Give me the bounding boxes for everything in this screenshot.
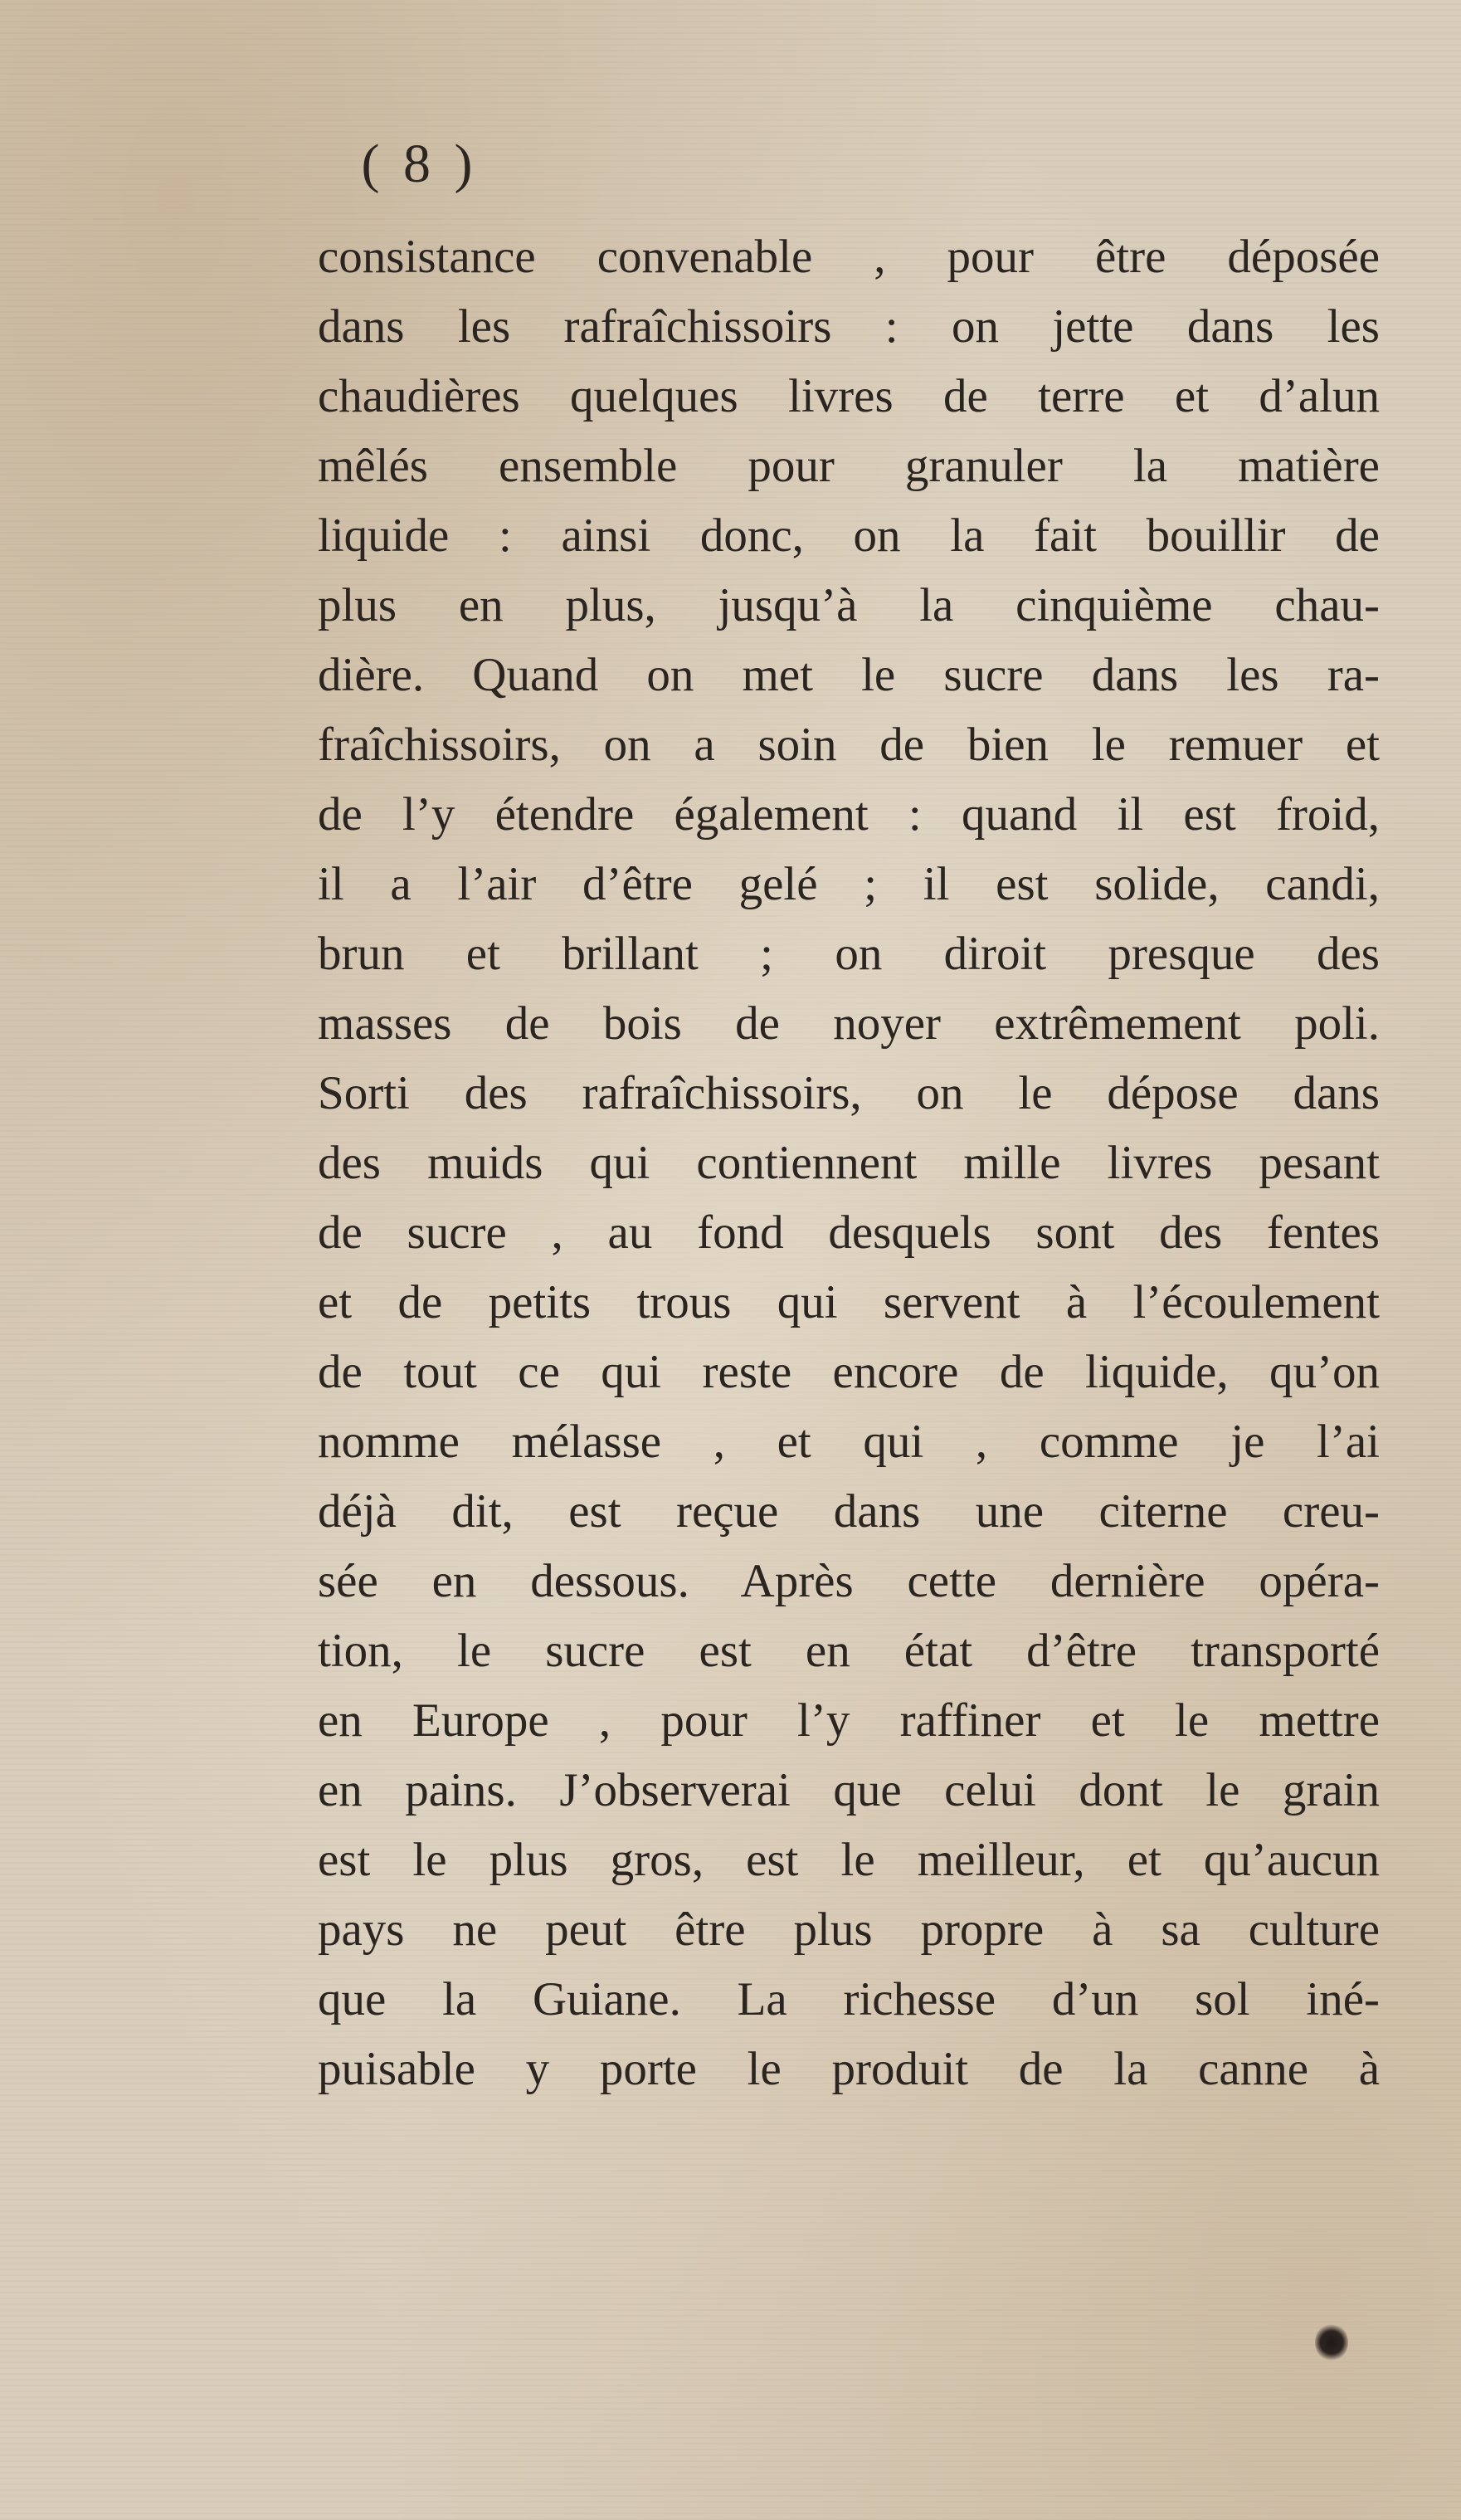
text-line: consistance convenable , pour être déposée [318,231,1380,283]
page-number: ( 8 ) [361,134,478,194]
text-line: de l’y étendre également : quand il est froid, [318,788,1380,841]
text-line: en Europe , pour l’y raffiner et le mettre [318,1694,1380,1747]
text-line: dière. Quand on met le sucre dans les ra- [318,649,1380,701]
body-text [318,222,1380,2104]
text-line: puisable y porte le produit de la canne à [318,2043,1380,2095]
text-line: des muids qui contiennent mille livres pesant [318,1137,1380,1189]
text-line: liquide : ainsi donc, on la fait bouillir de [318,509,1380,562]
text-line: dans les rafraîchissoirs : on jette dans les [318,300,1380,353]
text-line: fraîchissoirs, on a soin de bien le remuer et [318,719,1380,771]
text-line: il a l’air d’être gelé ; il est solide, candi, [318,858,1380,910]
text-line: chaudières quelques livres de terre et d’alun [318,370,1380,422]
text-line: de sucre , au fond desquels sont des fentes [318,1206,1380,1259]
text-line: et de petits trous qui servent à l’écoulement [318,1276,1380,1328]
text-line: Sorti des rafraîchissoirs, on le dépose dans [318,1067,1380,1119]
text-line: tion, le sucre est en état d’être transporté [318,1625,1380,1677]
text-line: que la Guiane. La richesse d’un sol iné- [318,1973,1380,2025]
text-line: sée en dessous. Après cette dernière opéra- [318,1555,1380,1607]
text-line: plus en plus, jusqu’à la cinquième chau- [318,579,1380,631]
text-line: en pains. J’observerai que celui dont le grain [318,1764,1380,1816]
ink-blot [1315,2323,1348,2362]
text-line: est le plus gros, est le meilleur, et qu’aucun [318,1834,1380,1886]
text-line: mêlés ensemble pour granuler la matière [318,440,1380,492]
text-line: déjà dit, est reçue dans une citerne creu- [318,1485,1380,1538]
text-line: de tout ce qui reste encore de liquide, qu’on [318,1346,1380,1398]
text-line: brun et brillant ; on diroit presque des [318,928,1380,980]
text-line: pays ne peut être plus propre à sa culture [318,1903,1380,1956]
text-line: masses de bois de noyer extrêmement poli. [318,997,1380,1050]
text-line: nomme mélasse , et qui , comme je l’ai [318,1416,1380,1468]
